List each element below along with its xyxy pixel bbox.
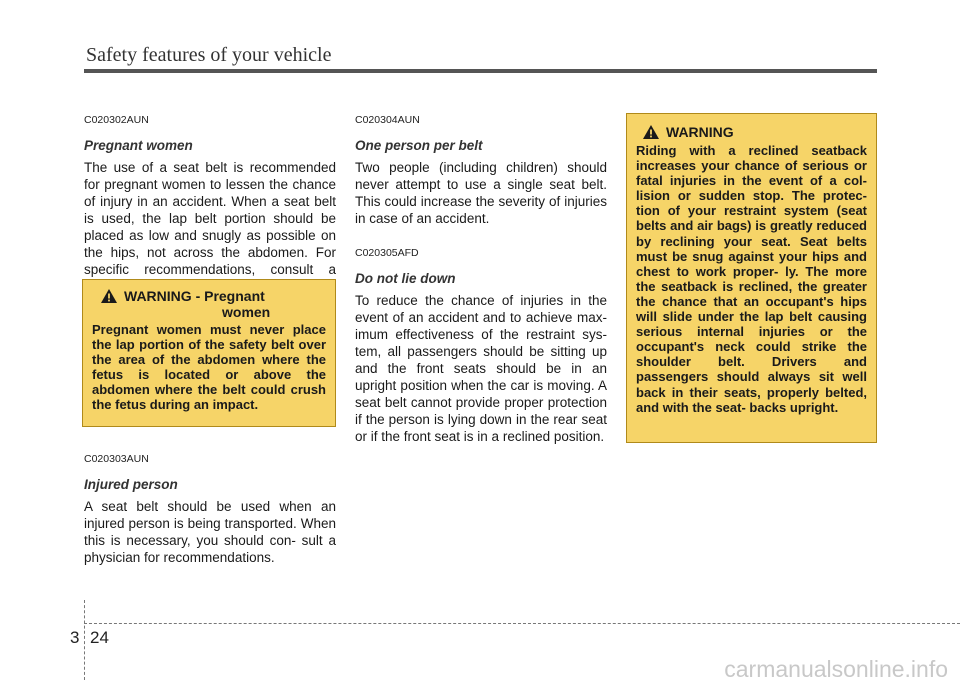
warning-triangle-icon bbox=[100, 288, 118, 304]
section-code: C020304AUN bbox=[355, 114, 420, 126]
section-heading: Injured person bbox=[84, 477, 178, 492]
warning-title bbox=[100, 288, 326, 320]
page-header-title: Safety features of your vehicle bbox=[86, 44, 332, 66]
warning-triangle-icon bbox=[642, 124, 660, 140]
section-paragraph: A seat belt should be used when an injured person is being transported. When this is necessary, you should con- sult a physician for recommendations. bbox=[84, 499, 336, 565]
section-heading: Pregnant women bbox=[84, 138, 193, 153]
header-rule bbox=[84, 69, 877, 73]
section-code: C020302AUN bbox=[84, 114, 149, 126]
warning-title bbox=[642, 124, 867, 140]
section-code: C020305AFD bbox=[355, 247, 419, 259]
chapter-number: 3 bbox=[70, 628, 80, 647]
footer-horizontal-rule bbox=[84, 623, 960, 624]
middle-column bbox=[355, 112, 607, 445]
section-heading: One person per belt bbox=[355, 138, 483, 153]
watermark: carmanualsonline.info bbox=[724, 656, 948, 682]
warning-suffix-line2: women bbox=[222, 304, 271, 320]
warning-box-reclined bbox=[626, 113, 877, 443]
warning-label: WARNING bbox=[124, 288, 192, 304]
warning-text: Pregnant women must never place the lap portion of the safety belt over the area of the abdomen where the fetus is located or above the abdomen where the belt could crush the fetus during an impact. bbox=[92, 322, 326, 413]
section-paragraph: Two people (including children) should never attempt to use a single seat belt. This could increase the severity of injuries in case of an accident. bbox=[355, 160, 607, 226]
page-number: 24 bbox=[90, 628, 109, 647]
warning-suffix: - Pregnant bbox=[195, 288, 265, 304]
warning-label: WARNING bbox=[666, 124, 734, 140]
section-paragraph: The use of a seat belt is recommended for pregnant women to lessen the chance of injury in an accident. When a seat belt is used, the lap belt portion should be placed as low and snugly as possible on the hips, not across the abdomen. For specific recommendations, consult a bbox=[84, 160, 336, 277]
section-paragraph: To reduce the chance of injuries in the event of an accident and to achieve max- imum effectiveness of the restraint sys- tem, all passengers should be sitting up and the front seats should be in an upright position when the car is moving. A seat belt cannot provide proper protection if the person is lying down in the rear seat or if the front seat is in a reclined position. bbox=[355, 293, 607, 444]
left-column-lower bbox=[84, 451, 336, 566]
warning-text: Riding with a reclined seatback increases your chance of serious or fatal injuries in the event of a col- lision or sudden stop. The protec- tion of your restraint system (seat belts and air bags) is greatly reduced by reclining your seat. Seat belts must be snug against your hips and chest to work proper- ly. The more the seatback is reclined, the greater the chance that an occupant's hips will slide under the lap belt causing serious internal injuries or the occupant's neck could strike the shoulder belt. Drivers and passengers should always sit well back in their seats, properly belted, and with the seat- backs upright. bbox=[636, 143, 867, 415]
section-code: C020303AUN bbox=[84, 453, 149, 465]
section-heading: Do not lie down bbox=[355, 271, 456, 286]
left-column bbox=[84, 112, 336, 295]
warning-box-pregnant bbox=[82, 279, 336, 427]
footer-vertical-rule bbox=[84, 600, 85, 680]
